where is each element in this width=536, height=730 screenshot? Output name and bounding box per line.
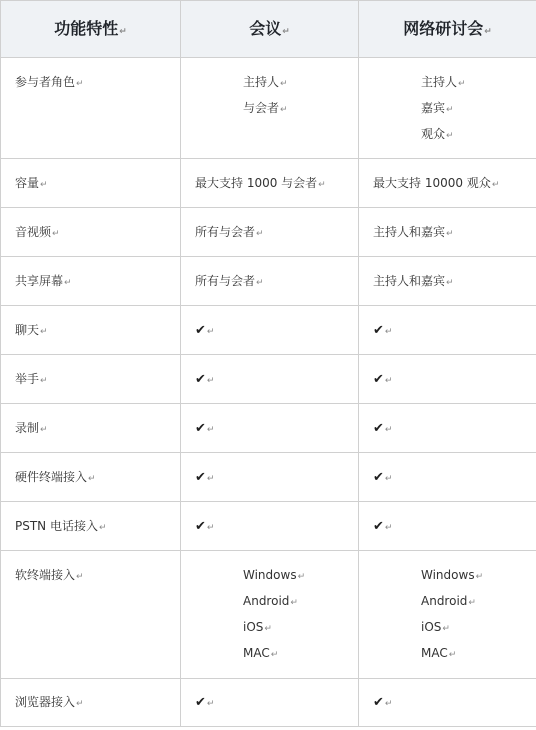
return-mark-icon: ↵	[206, 522, 215, 533]
return-mark-icon: ↵	[446, 131, 454, 141]
return-mark-icon: ↵	[76, 572, 84, 582]
return-mark-icon: ↵	[475, 572, 484, 582]
meeting-cell	[181, 404, 359, 453]
return-mark-icon: ↵	[468, 598, 476, 608]
list-item: 观众↵	[421, 127, 454, 141]
list-item: 与会者↵	[243, 101, 288, 115]
meeting-cell: 最大支持 1000 与会者↵	[181, 159, 359, 208]
list-item: 主持人↵	[421, 75, 466, 89]
check-icon: ✔	[195, 371, 206, 387]
return-mark-icon: ↵	[384, 375, 393, 386]
return-mark-icon: ↵	[491, 179, 500, 190]
webinar-cell: 主持人和嘉宾↵	[359, 257, 536, 306]
return-mark-icon: ↵	[318, 179, 326, 190]
webinar-cell	[359, 355, 536, 404]
table-row	[1, 306, 536, 355]
webinar-cell	[359, 404, 536, 453]
list-item: Android↵	[243, 594, 298, 608]
feature-cell: 硬件终端接入↵	[1, 453, 181, 502]
table-row	[1, 551, 536, 679]
table-row	[1, 453, 536, 502]
webinar-cell	[359, 58, 536, 159]
check-icon: ✔	[373, 420, 384, 436]
check-icon: ✔	[195, 695, 206, 711]
check-icon: ✔	[195, 469, 206, 485]
meeting-cell	[181, 58, 359, 159]
webinar-cell	[359, 551, 536, 679]
check-icon: ✔	[373, 469, 384, 485]
webinar-cell	[359, 306, 536, 355]
header-webinar: 网络研讨会↵	[359, 1, 536, 58]
return-mark-icon: ↵	[297, 572, 306, 582]
list-item: Windows↵	[421, 568, 484, 582]
return-mark-icon: ↵	[446, 277, 454, 288]
webinar-cell	[359, 502, 536, 551]
feature-cell: 软终端接入↵	[1, 551, 181, 679]
feature-cell: 音视频↵	[1, 208, 181, 257]
meeting-cell	[181, 502, 359, 551]
return-mark-icon: ↵	[384, 473, 393, 484]
return-mark-icon: ↵	[206, 375, 215, 386]
feature-cell: 参与者角色↵	[1, 58, 181, 159]
return-mark-icon: ↵	[40, 424, 48, 435]
return-mark-icon: ↵	[458, 79, 466, 89]
return-mark-icon: ↵	[206, 473, 215, 484]
list-item: 主持人↵	[243, 75, 288, 89]
check-icon: ✔	[195, 420, 206, 436]
header-feature: 功能特性↵	[1, 1, 181, 58]
return-mark-icon: ↵	[206, 699, 215, 710]
return-mark-icon: ↵	[448, 650, 457, 660]
header-row	[1, 1, 536, 58]
meeting-cell: 所有与会者↵	[181, 257, 359, 306]
return-mark-icon: ↵	[484, 27, 492, 38]
list-item: Android↵	[421, 594, 476, 608]
meeting-cell: 所有与会者↵	[181, 208, 359, 257]
list-item: Windows↵	[243, 568, 306, 582]
return-mark-icon: ↵	[384, 326, 393, 337]
return-mark-icon: ↵	[446, 105, 454, 115]
feature-cell: 浏览器接入↵	[1, 679, 181, 727]
return-mark-icon: ↵	[280, 79, 288, 89]
feature-cell: 举手↵	[1, 355, 181, 404]
check-icon: ✔	[373, 518, 384, 534]
table-row	[1, 502, 536, 551]
meeting-cell	[181, 679, 359, 727]
list-item: iOS↵	[243, 620, 272, 634]
table-row	[1, 404, 536, 453]
return-mark-icon: ↵	[206, 424, 215, 435]
feature-cell: PSTN 电话接入↵	[1, 502, 181, 551]
return-mark-icon: ↵	[282, 27, 290, 38]
return-mark-icon: ↵	[384, 424, 393, 435]
list-item: iOS↵	[421, 620, 450, 634]
return-mark-icon: ↵	[76, 699, 84, 710]
feature-cell: 录制↵	[1, 404, 181, 453]
meeting-cell	[181, 306, 359, 355]
feature-cell: 容量↵	[1, 159, 181, 208]
feature-cell: 共享屏幕↵	[1, 257, 181, 306]
list-item: MAC↵	[243, 646, 279, 660]
return-mark-icon: ↵	[290, 598, 298, 608]
webinar-cell: 主持人和嘉宾↵	[359, 208, 536, 257]
check-icon: ✔	[373, 695, 384, 711]
return-mark-icon: ↵	[40, 326, 48, 337]
check-icon: ✔	[195, 518, 206, 534]
webinar-cell	[359, 453, 536, 502]
return-mark-icon: ↵	[76, 79, 84, 89]
feature-cell: 聊天↵	[1, 306, 181, 355]
meeting-cell	[181, 453, 359, 502]
return-mark-icon: ↵	[446, 228, 454, 239]
return-mark-icon: ↵	[256, 228, 264, 239]
check-icon: ✔	[373, 371, 384, 387]
return-mark-icon: ↵	[98, 522, 107, 533]
return-mark-icon: ↵	[442, 624, 450, 634]
meeting-cell	[181, 551, 359, 679]
list-item: 嘉宾↵	[421, 101, 454, 115]
return-mark-icon: ↵	[384, 699, 393, 710]
return-mark-icon: ↵	[88, 473, 96, 484]
return-mark-icon: ↵	[40, 179, 48, 190]
table-row	[1, 257, 536, 306]
list-item: MAC↵	[421, 646, 457, 660]
table-row	[1, 159, 536, 208]
header-meeting: 会议↵	[181, 1, 359, 58]
return-mark-icon: ↵	[52, 228, 60, 239]
table-row	[1, 208, 536, 257]
table-row	[1, 679, 536, 727]
check-icon: ✔	[195, 322, 206, 338]
return-mark-icon: ↵	[384, 522, 393, 533]
return-mark-icon: ↵	[40, 375, 48, 386]
return-mark-icon: ↵	[270, 650, 279, 660]
table-row	[1, 58, 536, 159]
check-icon: ✔	[373, 322, 384, 338]
return-mark-icon: ↵	[280, 105, 288, 115]
return-mark-icon: ↵	[256, 277, 264, 288]
meeting-cell	[181, 355, 359, 404]
return-mark-icon: ↵	[119, 27, 127, 38]
webinar-cell	[359, 679, 536, 727]
return-mark-icon: ↵	[264, 624, 272, 634]
return-mark-icon: ↵	[206, 326, 215, 337]
table-row	[1, 355, 536, 404]
return-mark-icon: ↵	[64, 277, 72, 288]
webinar-cell: 最大支持 10000 观众↵	[359, 159, 536, 208]
